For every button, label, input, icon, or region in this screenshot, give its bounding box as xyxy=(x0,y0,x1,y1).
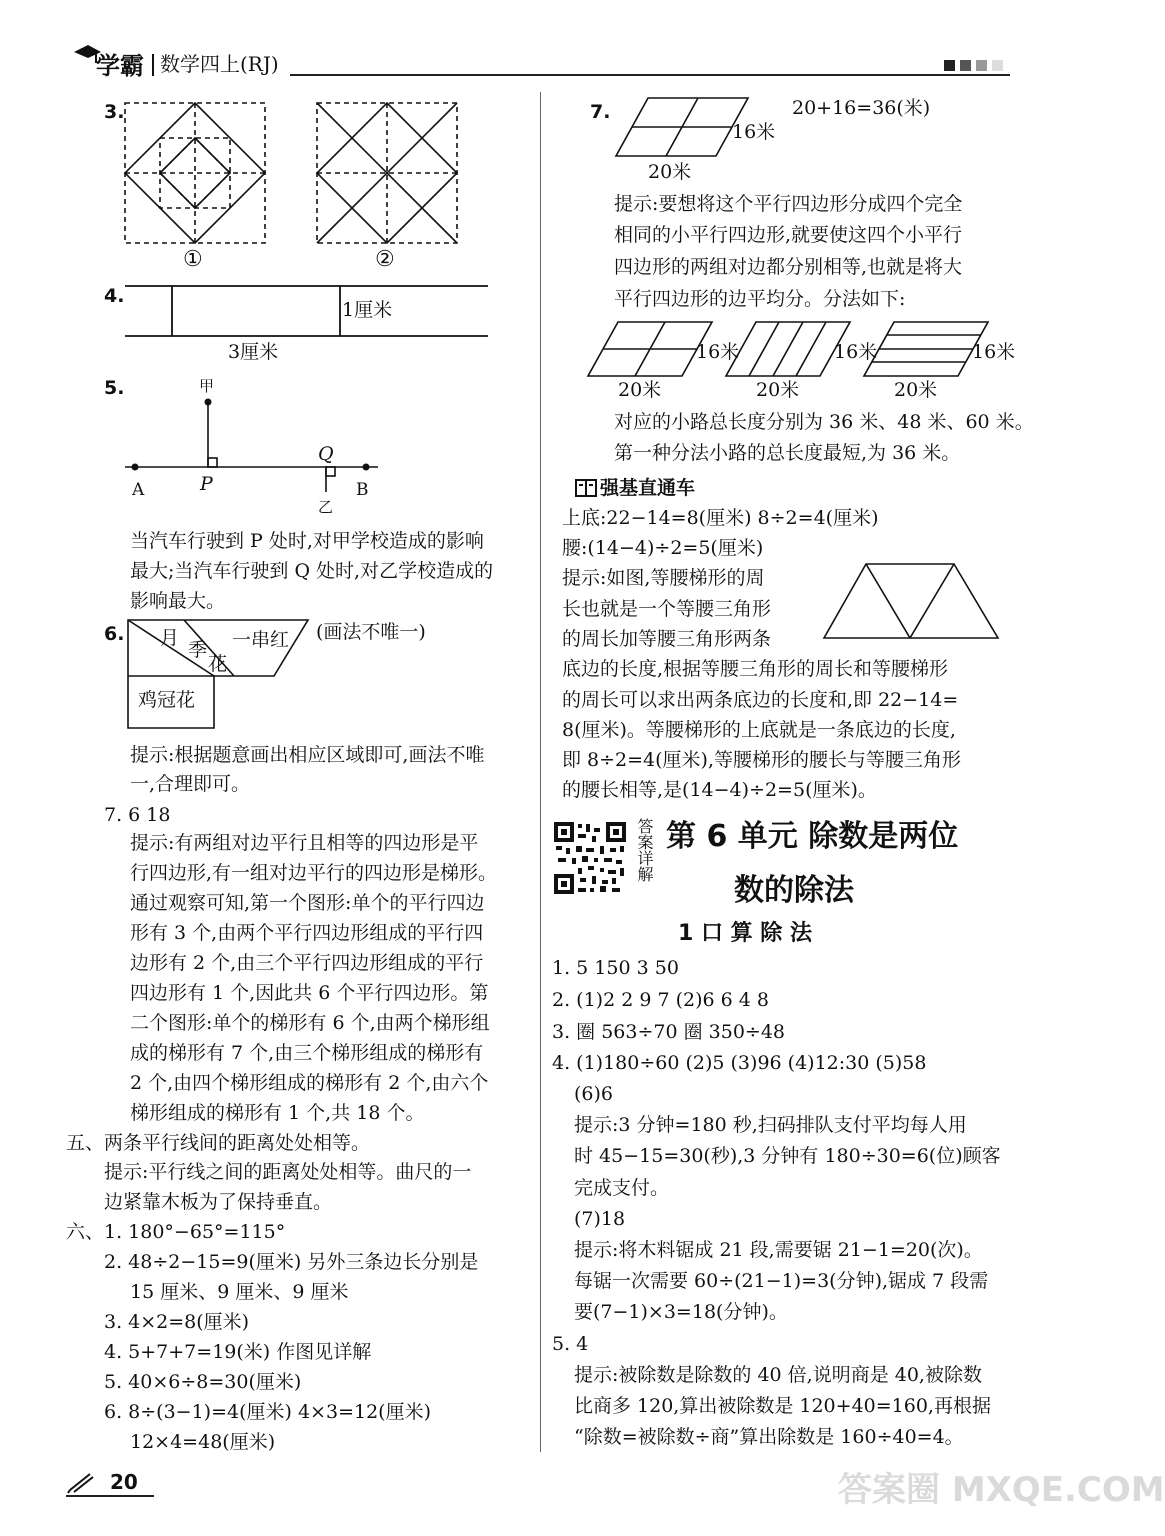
answer-line: 3. 圈 563÷70 圈 350÷48 xyxy=(552,1021,786,1043)
section-title-qiangji: 强基直通车 xyxy=(600,477,696,499)
q5-point-a: A xyxy=(132,480,145,500)
q6-label-ji: 季 xyxy=(188,639,208,661)
header-title: 数学四上(RJ) xyxy=(160,52,279,76)
q4-number: 4. xyxy=(104,285,125,307)
answer-line: 4. (1)180÷60 (2)5 (3)96 (4)12:30 (5)58 xyxy=(552,1052,927,1074)
q5-point-q: Q xyxy=(318,443,334,465)
hint-line: 提示:被除数是除数的 40 倍,说明商是 40,被除数 xyxy=(574,1364,982,1386)
q3-figure-1 xyxy=(120,98,270,248)
hint-line: 时 45−15=30(秒),3 分钟有 180÷30=6(位)顾客 xyxy=(574,1145,1001,1167)
section-six-line: 15 厘米、9 厘米、9 厘米 xyxy=(130,1281,349,1303)
hint-line: 比商多 120,算出被除数是 120+40=160,再根据 xyxy=(574,1395,991,1417)
q6-note: (画法不唯一) xyxy=(316,621,426,643)
header-square-4 xyxy=(992,60,1003,71)
section-six-line: 6. 8÷(3−1)=4(厘米) 4×3=12(厘米) xyxy=(104,1401,431,1423)
section-five-hint-1: 提示:平行线之间的距离处处相等。曲尺的一 xyxy=(104,1161,472,1183)
section-five-hint-2: 边紧靠木板为了保持垂直。 xyxy=(104,1191,333,1213)
q7-hint-line: 形有 3 个,由两个平行四边形组成的平行四 xyxy=(130,922,484,944)
header-square-3 xyxy=(976,60,987,71)
logo-text: 学霸 xyxy=(96,52,144,80)
r-split-3-base: 20米 xyxy=(894,379,938,401)
q4-width-label: 3厘米 xyxy=(228,341,279,363)
q7-hint-line: 边形有 2 个,由三个平行四边形组成的平行 xyxy=(130,952,484,974)
r-split-3-side: 16米 xyxy=(972,341,1016,363)
r-q7-hint-line: 平行四边形的边平均分。分法如下: xyxy=(614,288,906,310)
q6-label-yue: 月 xyxy=(160,627,180,649)
header-rule xyxy=(290,74,1010,76)
r-q7-hint-line: 相同的小平行四边形,就要使这四个小平行 xyxy=(614,224,963,246)
q6-label-jiguan: 鸡冠花 xyxy=(138,689,196,711)
section-six-line: 六、1. 180°−65°=115° xyxy=(66,1221,286,1243)
r-q7-base-20: 20米 xyxy=(648,161,692,183)
r-q7-hint-line: 提示:要想将这个平行四边形分成四个完全 xyxy=(614,193,963,215)
unit-title-line-1: 第 6 单元 除数是两位 xyxy=(666,819,959,854)
q7-hint-line: 提示:有两组对边平行且相等的四边形是平 xyxy=(130,832,479,854)
q6-hint-line-1: 提示:根据题意画出相应区域即可,画法不唯 xyxy=(130,744,485,766)
section-six-line: 5. 40×6÷8=30(厘米) xyxy=(104,1371,302,1393)
qr-caption: 答案详解 xyxy=(635,818,654,882)
watermark: 答案圈 MXQE.COM xyxy=(838,1470,1165,1510)
answer-line: (6)6 xyxy=(574,1083,614,1105)
page-number: 20 xyxy=(110,1470,138,1494)
answer-4-7: (7)18 xyxy=(574,1208,626,1230)
answer-line: 2. (1)2 2 9 7 (2)6 6 4 8 xyxy=(552,989,769,1011)
section-six-line: 12×4=48(厘米) xyxy=(130,1431,276,1453)
answer-line: 1. 5 150 3 50 xyxy=(552,957,679,979)
qj-hint-line: 的腰长相等,是(14−4)÷2=5(厘米)。 xyxy=(562,779,877,801)
q5-jia-label: 甲 xyxy=(199,377,215,395)
q6-label-chuan: 一串红 xyxy=(232,629,290,651)
section-five: 五、两条平行线间的距离处处相等。 xyxy=(66,1132,371,1154)
header-divider xyxy=(152,54,154,76)
qj-hint-line: 提示:如图,等腰梯形的周 xyxy=(562,567,765,589)
q5-point-b: B xyxy=(356,480,369,500)
q5-number: 5. xyxy=(104,377,125,399)
hint-line: “除数=被除数÷商”算出除数是 160÷40=4。 xyxy=(574,1426,964,1448)
hint-line: 提示:3 分钟=180 秒,扫码排队支付平均每人用 xyxy=(574,1114,967,1136)
unit-title-line-2: 数的除法 xyxy=(734,873,854,908)
q3-number: 3. xyxy=(104,101,125,123)
hint-line: 完成支付。 xyxy=(574,1177,670,1199)
r-split-1-side: 16米 xyxy=(696,341,740,363)
book-icon xyxy=(574,478,598,498)
hint-line: 要(7−1)×3=18(分钟)。 xyxy=(574,1301,788,1323)
hint-line: 每锯一次需要 60÷(21−1)=3(分钟),锯成 7 段需 xyxy=(574,1270,989,1292)
qj-hint-line: 长也就是一个等腰三角形 xyxy=(562,598,772,620)
q5-yi-label: 乙 xyxy=(318,498,334,516)
qr-code-icon xyxy=(552,820,628,896)
pencil-icon xyxy=(66,1470,96,1494)
section-six-line: 2. 48÷2−15=9(厘米) 另外三条边长分别是 xyxy=(104,1251,479,1273)
column-divider xyxy=(540,92,541,1452)
r-q7-equation: 20+16=36(米) xyxy=(792,97,931,119)
footer-rule xyxy=(66,1495,154,1497)
q7-hint-line: 四边形有 1 个,因此共 6 个平行四边形。第 xyxy=(130,982,489,1004)
q7-hint-line: 二个图形:单个的梯形有 6 个,由两个梯形组 xyxy=(130,1012,490,1034)
q5-text-line-3: 影响最大。 xyxy=(130,590,226,612)
q5-text-line-2: 最大;当汽车行驶到 Q 处时,对乙学校造成的 xyxy=(130,560,494,582)
r-split-2-side: 16米 xyxy=(834,341,878,363)
q4-figure xyxy=(120,280,495,342)
qj-hint-line: 底边的长度,根据等腰三角形的周长和等腰梯形 xyxy=(562,658,949,680)
answer-5: 5. 4 xyxy=(552,1333,589,1355)
qj-hint-line: 的周长加等腰三角形两条 xyxy=(562,628,772,650)
qj-line-2: 腰:(14−4)÷2=5(厘米) xyxy=(562,537,764,559)
q3-figure-2 xyxy=(312,98,462,248)
r-q7-result-2: 第一种分法小路的总长度最短,为 36 米。 xyxy=(614,442,961,464)
q4-height-label: 1厘米 xyxy=(342,299,393,321)
r-q7-number: 7. xyxy=(590,101,611,123)
q5-point-p: P xyxy=(200,473,213,495)
q5-text-line-1: 当汽车行驶到 P 处时,对甲学校造成的影响 xyxy=(130,530,484,552)
q7-answer: 7. 6 18 xyxy=(104,804,171,826)
q7-hint-line: 2 个,由四个梯形组成的梯形有 2 个,由六个 xyxy=(130,1072,489,1094)
q7-hint-line: 成的梯形有 7 个,由三个梯形组成的梯形有 xyxy=(130,1042,484,1064)
r-q7-hint-line: 四边形的两组对边都分别相等,也就是将大 xyxy=(614,256,963,278)
header-square-2 xyxy=(960,60,971,71)
header-square-1 xyxy=(944,60,955,71)
q7-hint-line: 通过观察可知,第一个图形:单个的平行四边 xyxy=(130,892,485,914)
q5-figure xyxy=(120,380,390,490)
r-q7-side-16: 16米 xyxy=(732,121,776,143)
section-six-line: 3. 4×2=8(厘米) xyxy=(104,1311,250,1333)
hint-line: 提示:将木料锯成 21 段,需要锯 21−1=20(次)。 xyxy=(574,1239,983,1261)
r-split-1-base: 20米 xyxy=(618,379,662,401)
qj-hint-line: 即 8÷2=4(厘米),等腰梯形的腰长与等腰三角形 xyxy=(562,749,962,771)
lesson-title: 1 口 算 除 法 xyxy=(678,921,812,946)
q3-label-2: ② xyxy=(375,247,395,272)
section-six-line: 4. 5+7+7=19(米) 作图见详解 xyxy=(104,1341,372,1363)
q7-hint-line: 行四边形,有一组对边平行的四边形是梯形。 xyxy=(130,862,498,884)
page-header xyxy=(0,0,1040,90)
q6-label-hua: 花 xyxy=(208,653,228,675)
q6-hint-line-2: 一,合理即可。 xyxy=(130,773,251,795)
r-q7-parallelogram xyxy=(612,94,752,160)
qj-hint-line: 的周长可以求出两条底边的长度和,即 22−14= xyxy=(562,689,959,711)
r-split-2-base: 20米 xyxy=(756,379,800,401)
q7-hint-line: 梯形组成的梯形有 1 个,共 18 个。 xyxy=(130,1102,425,1124)
qj-line-1: 上底:22−14=8(厘米) 8÷2=4(厘米) xyxy=(562,507,879,529)
qj-hint-line: 8(厘米)。等腰梯形的上底就是一条底边的长度, xyxy=(562,719,956,741)
q3-label-1: ① xyxy=(183,247,203,272)
qj-trapezoid-figure xyxy=(820,560,1002,642)
r-q7-result-1: 对应的小路总长度分别为 36 米、48 米、60 米。 xyxy=(614,411,1034,433)
q6-number: 6. xyxy=(104,623,125,645)
